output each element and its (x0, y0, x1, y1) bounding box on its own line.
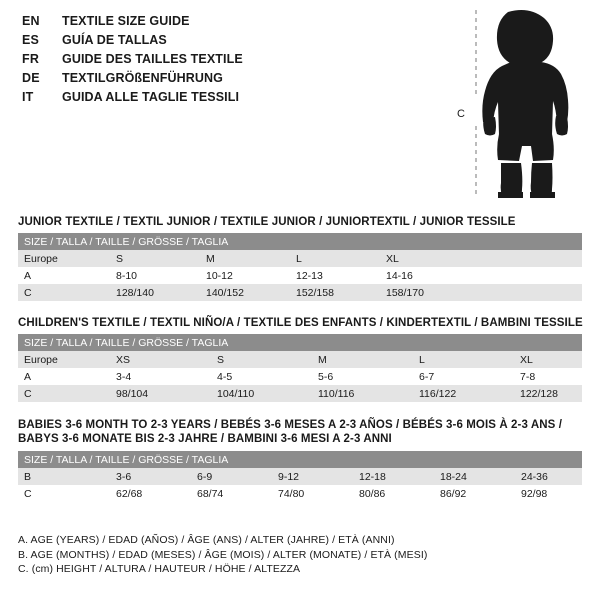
cell: 122/128 (514, 385, 582, 402)
cell: 80/86 (353, 485, 434, 502)
table-header-label: SIZE / TALLA / TAILLE / GRÖSSE / TAGLIA (18, 334, 582, 351)
cell: 5-6 (312, 368, 413, 385)
table-header-label: SIZE / TALLA / TAILLE / GRÖSSE / TAGLIA (18, 451, 582, 468)
cell: S (211, 351, 312, 368)
language-row (22, 71, 442, 90)
cell: 6-9 (191, 468, 272, 485)
cell: 140/152 (200, 284, 290, 301)
section-title: JUNIOR TEXTILE / TEXTIL JUNIOR / TEXTILE JUNIOR / JUNIORTEXTIL / JUNIOR TESSILE (18, 216, 516, 228)
cell: 62/68 (110, 485, 191, 502)
toddler-figure (445, 6, 595, 201)
table-row (18, 368, 582, 385)
table-header-row (18, 334, 582, 351)
cell: 12-13 (290, 267, 380, 284)
cell-empty (470, 267, 582, 284)
cell: 9-12 (272, 468, 353, 485)
language-header (22, 14, 442, 109)
cell: 18-24 (434, 468, 515, 485)
cell: 12-18 (353, 468, 434, 485)
note-age-months: B. AGE (MONTHS) / EDAD (MESES) / ÂGE (MOIS) / ALTER (MONATE) / ETÀ (MESI) (18, 548, 428, 561)
cell: XL (514, 351, 582, 368)
table-header-row (18, 451, 582, 468)
language-code: EN (22, 14, 40, 28)
language-code: ES (22, 33, 40, 47)
row-label: A (18, 267, 110, 284)
language-row (22, 14, 442, 33)
cell: XL (380, 250, 470, 267)
children-size-table (18, 334, 582, 402)
cell: 3-6 (110, 468, 191, 485)
row-label: A (18, 368, 110, 385)
table-header-row (18, 233, 582, 250)
row-label: B (18, 468, 110, 485)
language-title: TEXTILGRÖßENFÜHRUNG (62, 71, 223, 85)
cell: 98/104 (110, 385, 211, 402)
table-header-label: SIZE / TALLA / TAILLE / GRÖSSE / TAGLIA (18, 233, 582, 250)
cell-empty (470, 250, 582, 267)
cell: 110/116 (312, 385, 413, 402)
section-title (18, 418, 582, 446)
cell: 158/170 (380, 284, 470, 301)
row-label: Europe (18, 351, 110, 368)
language-row (22, 52, 442, 71)
table-row (18, 485, 582, 502)
cell-empty (470, 284, 582, 301)
cell: 116/122 (413, 385, 514, 402)
junior-size-table (18, 233, 582, 301)
legend-notes (18, 533, 578, 577)
note-height: C. (cm) HEIGHT / ALTURA / HAUTEUR / HÖHE / ALTEZZA (18, 563, 301, 575)
cell: 7-8 (514, 368, 582, 385)
cell: XS (110, 351, 211, 368)
table-row (18, 284, 582, 301)
babies-size-table (18, 451, 582, 502)
cell: 152/158 (290, 284, 380, 301)
cell: 104/110 (211, 385, 312, 402)
language-code: FR (22, 52, 40, 66)
section-childrens-textile (18, 317, 582, 402)
section-title-line-1: BABIES 3-6 MONTH TO 2-3 YEARS / BEBÉS 3-6 MESES A 2-3 AÑOS / BÉBÉS 3-6 MOIS À 2-3 ANS / (18, 419, 562, 431)
cell: 74/80 (272, 485, 353, 502)
table-row (18, 250, 582, 267)
cell: S (110, 250, 200, 267)
language-title: TEXTILE SIZE GUIDE (62, 14, 190, 28)
toddler-silhouette-icon (445, 6, 595, 201)
section-title: CHILDREN'S TEXTILE / TEXTIL NIÑO/A / TEXTILE DES ENFANTS / KINDERTEXTIL / BAMBINI TESSILE (18, 317, 583, 329)
table-row (18, 351, 582, 368)
cell: M (200, 250, 290, 267)
cell: 6-7 (413, 368, 514, 385)
language-title: GUIDE DES TAILLES TEXTILE (62, 52, 243, 66)
row-label: Europe (18, 250, 110, 267)
table-row (18, 385, 582, 402)
cell: 92/98 (515, 485, 582, 502)
section-title-line-2: BABYS 3-6 MONATE BIS 2-3 JAHRE / BAMBINI 3-6 MESI A 2-3 ANNI (18, 433, 392, 445)
cell: 4-5 (211, 368, 312, 385)
language-code: IT (22, 90, 34, 104)
cell: L (413, 351, 514, 368)
cell: 86/92 (434, 485, 515, 502)
language-title: GUÍA DE TALLAS (62, 33, 167, 47)
table-row (18, 267, 582, 284)
cell: 68/74 (191, 485, 272, 502)
cell: 8-10 (110, 267, 200, 284)
note-age-years: A. AGE (YEARS) / EDAD (AÑOS) / ÂGE (ANS) / ALTER (JAHRE) / ETÀ (ANNI) (18, 534, 395, 546)
cell: 3-4 (110, 368, 211, 385)
section-babies-textile (18, 418, 582, 502)
language-row (22, 33, 442, 52)
language-title: GUIDA ALLE TAGLIE TESSILI (62, 90, 240, 104)
measurement-label-c: C (457, 108, 465, 120)
cell: 14-16 (380, 267, 470, 284)
cell: 24-36 (515, 468, 582, 485)
language-row (22, 90, 442, 109)
cell: 128/140 (110, 284, 200, 301)
table-row (18, 468, 582, 485)
cell: M (312, 351, 413, 368)
row-label: C (18, 385, 110, 402)
row-label: C (18, 485, 110, 502)
row-label: C (18, 284, 110, 301)
language-code: DE (22, 71, 40, 85)
cell: L (290, 250, 380, 267)
cell: 10-12 (200, 267, 290, 284)
section-junior-textile (18, 216, 582, 301)
